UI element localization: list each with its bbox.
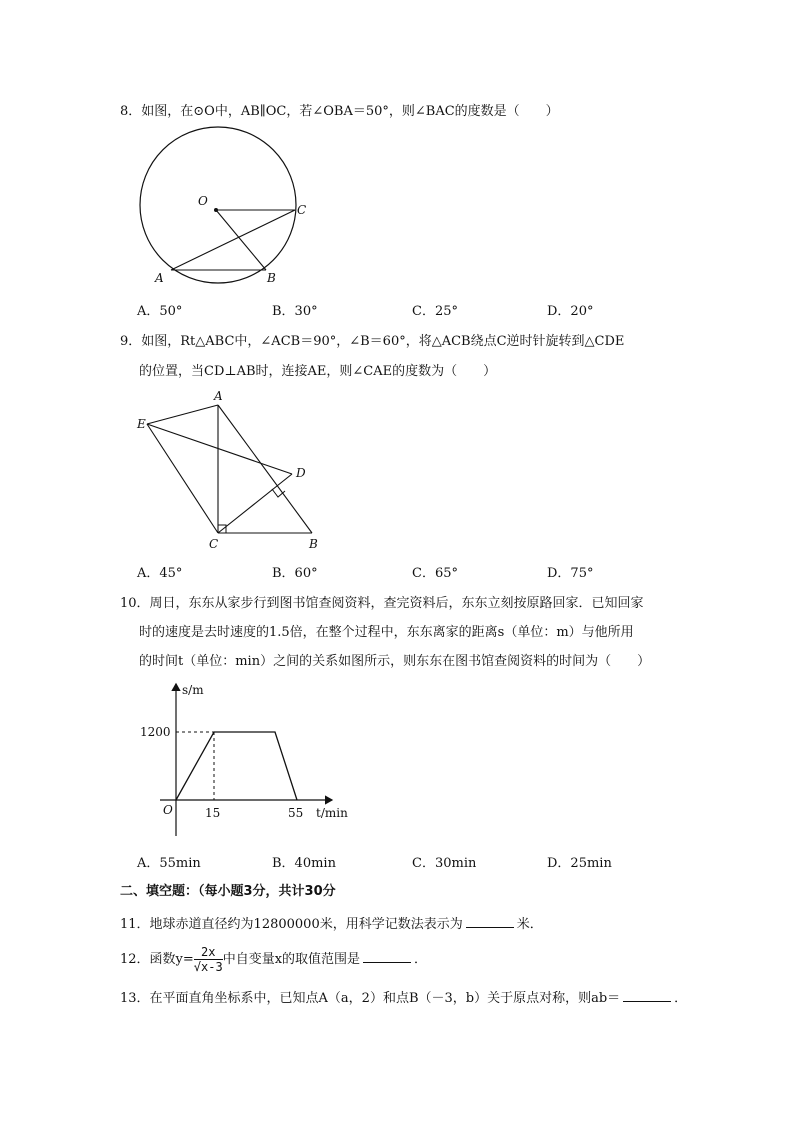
q10-option-b: B．40min <box>272 856 336 871</box>
q10-stem-line1: 10．周日，东东从家步行到图书馆查阅资料，查完资料后，东东立刻按原路回家．已知回家 <box>120 596 644 611</box>
q12: 12．函数y= $\frac{2x}{√x-3}$ 中自变量x的取值范围是 ． <box>120 944 428 974</box>
q9-option-b: B．60° <box>272 566 318 581</box>
q10-stem-line2: 时的速度是去时速度的1.5倍，在整个过程中，东东离家的距离s（单位：m）与他所用 <box>139 625 634 640</box>
circle-o <box>140 127 296 283</box>
segment-ea <box>147 405 218 424</box>
q11 <box>120 915 543 934</box>
q9-stem-line2: 的位置，当CD⊥AB时，连接AE，则∠CAE的度数为（ ） <box>139 364 497 379</box>
q12-numerator: 2x <box>194 946 223 960</box>
y-axis-label: s/m <box>182 683 204 697</box>
x-tick-55: 55 <box>288 806 304 820</box>
q10-option-a: A．55min <box>137 856 201 871</box>
q10-option-d: D．25min <box>547 856 612 871</box>
q8-option-c: C．25° <box>412 304 458 319</box>
right-angle-mark-d <box>272 489 285 497</box>
q12-fraction <box>194 946 223 974</box>
q11-unit: 米． <box>516 917 543 932</box>
origin-label: O <box>163 803 173 817</box>
label-o: O <box>198 194 208 208</box>
label-d: D <box>296 466 306 480</box>
label-a: A <box>214 389 223 403</box>
q10-distance-time-graph <box>130 676 370 841</box>
segment-ac <box>171 210 295 270</box>
segment-ob <box>216 210 266 270</box>
q12-text-after: 中自变量x的取值范围是 <box>222 952 361 967</box>
label-e: E <box>137 417 146 431</box>
q12-answer-blank[interactable] <box>363 950 411 963</box>
q9-option-c: C．65° <box>412 566 458 581</box>
segment-ce <box>147 424 218 533</box>
q13-answer-blank[interactable] <box>623 989 671 1002</box>
q10-option-c: C．30min <box>412 856 477 871</box>
q9-option-d: D．75° <box>547 566 594 581</box>
y-tick-1200: 1200 <box>140 725 171 739</box>
x-axis-label: t/min <box>316 806 348 820</box>
label-b: B <box>309 537 318 551</box>
q11-text: 11．地球赤道直径约为12800000米，用科学记数法表示为 <box>120 917 463 932</box>
label-c: C <box>297 203 307 217</box>
q13: 13．在平面直角坐标系中，已知点A（a，2）和点B（－3，b）关于原点对称，则ab＝ ． <box>120 991 688 1006</box>
x-tick-15: 15 <box>205 806 221 820</box>
segment-ed <box>147 424 292 474</box>
q11-answer-blank[interactable] <box>466 915 514 928</box>
q12-text: 12．函数y= <box>120 952 194 967</box>
q8-stem: 8．如图，在⊙O中，AB∥OC，若∠OBA＝50°，则∠BAC的度数是（ ） <box>120 104 559 119</box>
label-a: A <box>155 271 164 285</box>
label-c: C <box>209 537 219 551</box>
q8-option-b: B．30° <box>272 304 318 319</box>
distance-line <box>176 732 297 800</box>
q9-stem-line1: 9．如图，Rt△ABC中，∠ACB＝90°，∠B＝60°，将△ACB绕点C逆时针旋转到△CDE <box>120 334 625 349</box>
section-2-heading: 二、填空题：（每小题3分，共计30分 <box>120 884 336 899</box>
q12-denominator: √x-3 <box>193 959 223 974</box>
q10-stem-line3: 的时间t（单位：min）之间的关系如图所示，则东东在图书馆查阅资料的时间为（ ） <box>139 654 651 669</box>
segment-cd <box>218 474 292 533</box>
q9-option-a: A．45° <box>137 566 183 581</box>
q9-triangle-figure <box>130 385 340 555</box>
q8-option-a: A．50° <box>137 304 183 319</box>
q13-text: 13．在平面直角坐标系中，已知点A（a，2）和点B（－3，b）关于原点对称，则ab＝ <box>120 991 621 1006</box>
label-b: B <box>267 271 276 285</box>
q8-option-d: D．20° <box>547 304 594 319</box>
q8-circle-figure <box>130 125 320 290</box>
